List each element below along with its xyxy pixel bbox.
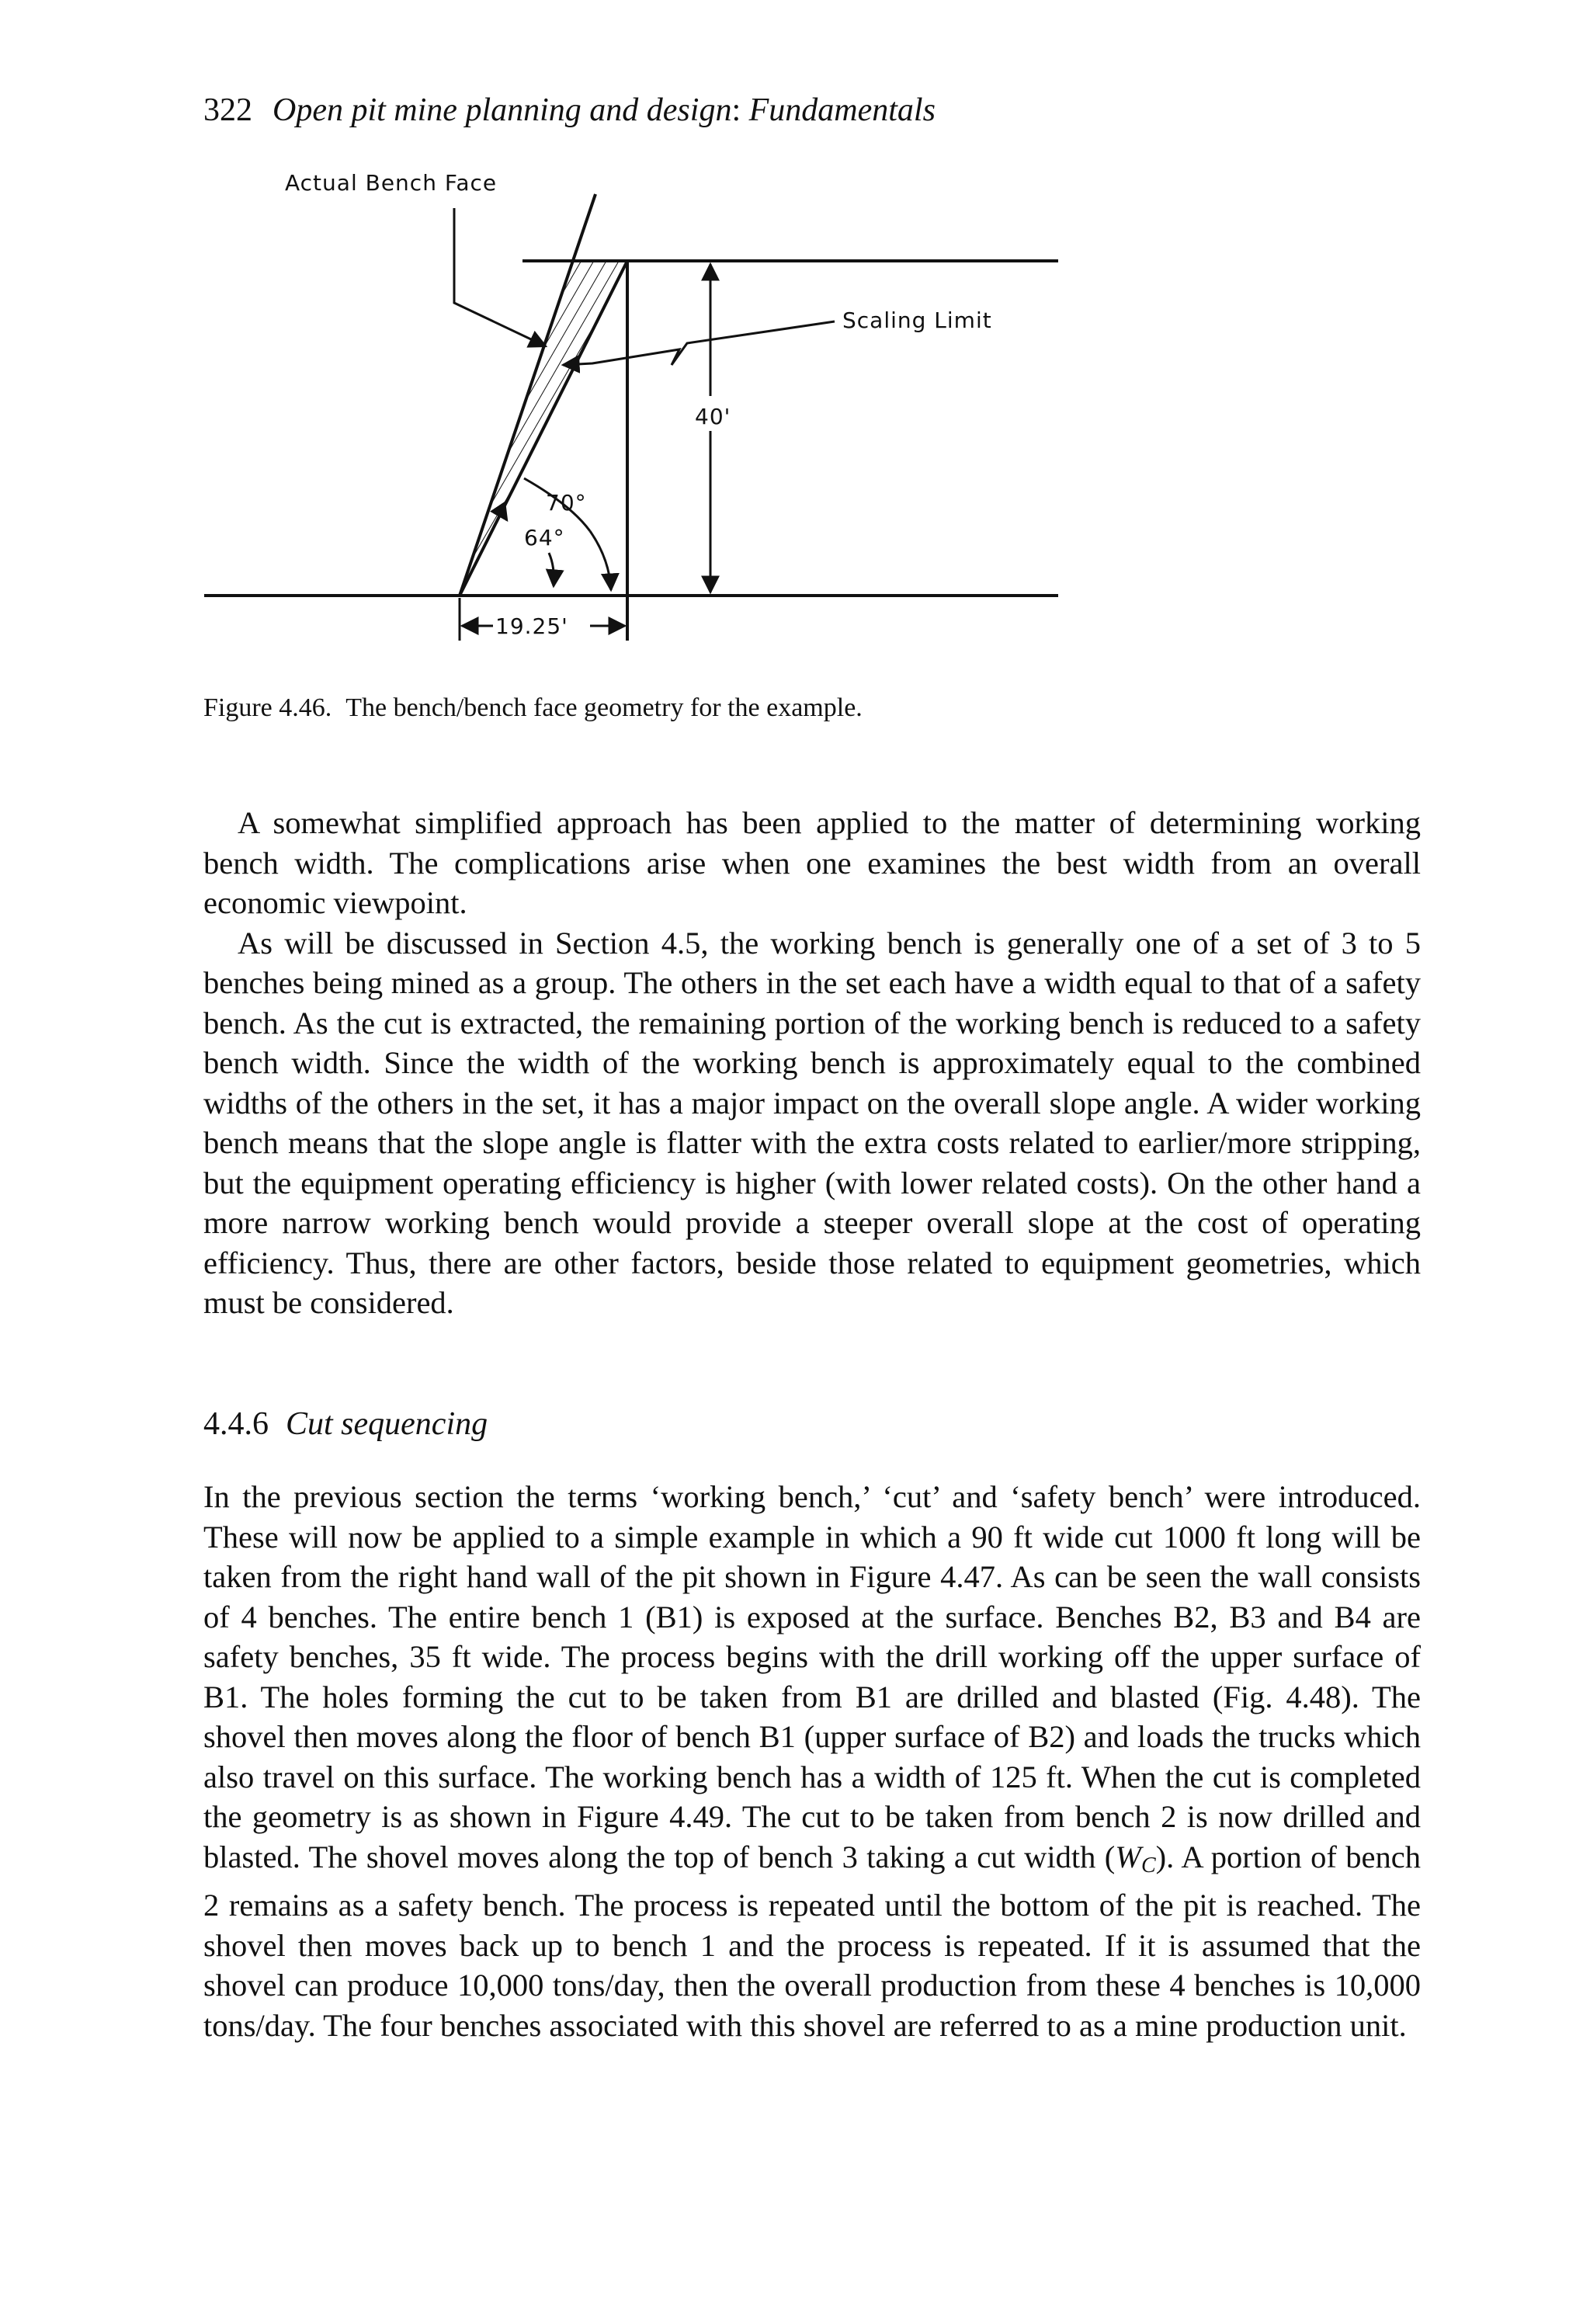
figure-caption [203,693,863,723]
angle-64-label: 64° [524,525,565,551]
paragraph-block-2 [203,1477,1421,2045]
height-label: 40' [695,404,731,429]
section-heading [203,1405,488,1443]
caption-number: Figure 4.46. [203,693,332,722]
cut-width-variable: W [1115,1839,1141,1874]
actual-bench-face-label: Actual Bench Face [285,170,498,196]
bench-geometry-figure [198,163,1068,652]
angle-arrow-lower [549,553,554,586]
paragraph-part-1: In the previous section the terms ‘working bench,’ ‘cut’ and ‘safety bench’ were introduced. These will now be applied to a simple example in which a 90 ft wide cut 1000 ft long will be taken from the right hand wall of the pit shown in Figure 4.47. As can be seen the wall consists of 4 benches. The entire bench 1 (B1) is exposed at the surface. Benches B2, B3 and B4 are safety benches, 35 ft wide. The process begins with the drill working off the upper surface of B1. The holes forming the cut to be taken from B1 are drilled and blasted (Fig. 4.48). The shovel then moves along the floor of bench B1 (upper surface of B2) and loads the trucks which also travel on this surface. The working bench has a width of 125 ft. When the cut is completed the geometry is as shown in Figure 4.49. The cut to be taken from bench 2 is now drilled and blasted. The shovel moves along the top of bench 3 taking a cut width ( [203,1479,1421,1874]
paragraph-block-1 [203,803,1421,1323]
title-colon: : [731,92,741,128]
actual-face-leader [454,208,546,346]
caption-text: The bench/bench face geometry for the example. [345,693,863,722]
section-number: 4.4.6 [203,1406,269,1442]
running-head [203,92,936,129]
scaling-limit-label: Scaling Limit [842,307,992,333]
paragraph [203,1477,1421,2045]
angle-arrow-inner [502,513,507,520]
bench-diagram [198,163,1068,652]
page-number: 322 [203,92,252,128]
section-title: Cut sequencing [286,1406,488,1442]
paragraph-part-2: ). A portion of bench 2 remains as a safety bench. The process is repeated until the bottom of the pit is reached. The shovel then moves back up to bench 1 and the process is repeated. If it is assumed that the shovel can produce 10,000 tons/day, then the overall production from these 4 benches is 10,000 tons/day. The four benches associated with this shovel are referred to as a mine production unit. [203,1839,1422,2043]
paragraph: As will be discussed in Section 4.5, the working bench is generally one of a set of 3 to 5 benches being mined as a group. The others in the set each have a width equal to that of a safety bench. As the cut is extracted, the remaining portion of the working bench is reduced to a safety bench width. Since the width of the working bench is approximately equal to the combined widths of the others in the set, it has a major impact on the overall slope angle. A wider working bench means that the slope angle is flatter with the extra costs related to earlier/more stripping, but the equipment operating efficiency is higher (with lower related costs). On the other hand a more narrow working bench would provide a steeper overall slope at the cost of operating efficiency. Thus, there are other factors, beside those related to equipment geometries, which must be considered. [203,925,1421,1320]
cut-width-subscript: C [1140,1853,1156,1878]
angle-arrow-outer [590,531,611,590]
paragraph: A somewhat simplified approach has been applied to the matter of determining working bench width. The complications arise when one examines the best width from an overall economic viewpoint. [203,805,1421,920]
scaling-limit-leader [563,321,835,365]
angle-70-label: 70° [546,490,587,516]
width-label: 19.25' [495,613,568,639]
book-subtitle: Fundamentals [741,92,936,128]
book-title: Open pit mine planning and design [273,92,732,128]
